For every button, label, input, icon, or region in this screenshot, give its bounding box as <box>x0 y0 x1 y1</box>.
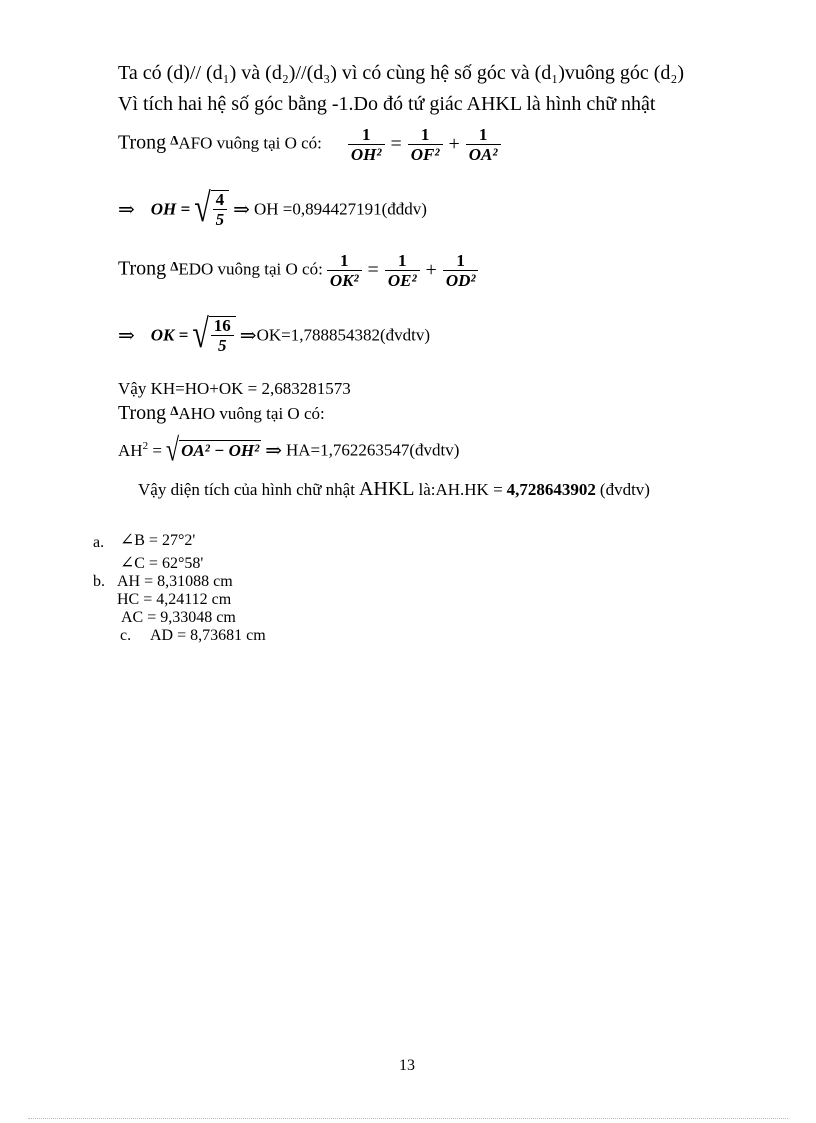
oh-lhs: OH = <box>150 199 191 219</box>
answer-ad: AD = 8,73681 cm <box>150 627 266 644</box>
angle-icon: ∠ <box>120 553 135 572</box>
triangle-icon: Δ <box>170 132 179 148</box>
oh-computation <box>118 186 427 231</box>
aho-trong: Trong <box>118 402 167 424</box>
afo-trong: Trong <box>118 131 167 154</box>
area-mid: là:AH.HK = <box>418 480 503 499</box>
implies-icon: ⇒ <box>118 198 135 221</box>
angle-icon: ∠ <box>120 530 135 549</box>
implies-icon: ⇒ <box>118 324 135 347</box>
edo-trong: Trong <box>118 257 167 280</box>
afo-frac-oa: $\frac{1}{\text{OA²}}$ <box>466 126 501 164</box>
ok-lhs: OK = <box>150 325 189 345</box>
intro-line-2: Vì tích hai hệ số góc bằng -1.Do đó tứ giác AHKL là hình chữ nhật <box>118 93 656 115</box>
answer-b-label: b. <box>93 573 105 590</box>
triangle-icon: Δ <box>170 258 179 274</box>
kh-line: Vậy KH=HO+OK = 2,683281573 <box>118 379 351 398</box>
implies-icon: ⇒ <box>239 324 257 347</box>
area-line <box>138 478 650 501</box>
edo-frac-od: $\frac{1}{\text{OD²}}$ <box>443 252 479 290</box>
edo-relation: Trong $^\Delta$EDO vuông tại O có: $\frac{1}{\text{OK²}}$ = $\frac{1}{\text{OE²}}$ + $\frac{1}{\text{OD²}}$ <box>118 252 478 290</box>
area-name: AHKL <box>358 478 415 500</box>
answer-ac: AC = 9,33048 cm <box>121 609 236 626</box>
implies-icon: ⇒ <box>265 440 282 462</box>
implies-icon: ⇒ <box>233 198 250 221</box>
area-unit: (đvdtv) <box>599 480 650 499</box>
ha-result: HA=1,762263547(đvdtv) <box>285 440 460 460</box>
afo-frac-oh: $\frac{1}{\text{OH²}}$ <box>348 126 385 164</box>
afo-relation: Trong $^\Delta$AFO vuông tại O có: $\frac{1}{\text{OH²}}$ = $\frac{1}{\text{OF²}}$ + $\frac{1}{\text{OA²}}$ <box>118 126 501 164</box>
triangle-icon: Δ <box>170 403 179 418</box>
answer-ah: AH = 8,31088 cm <box>117 573 233 590</box>
answer-hc: HC = 4,24112 cm <box>117 591 232 608</box>
ok-result: OK=1,788854382(đvdtv) <box>256 325 430 345</box>
ah-sqrt: √ OA² − OH² <box>165 432 260 469</box>
page-divider <box>28 1118 788 1119</box>
oh-result: OH =0,894427191(đđdv) <box>253 199 427 219</box>
aho-triangle-label: AHO vuông tại O có: <box>178 404 325 423</box>
aho-relation <box>118 402 325 425</box>
area-value: 4,728643902 <box>506 480 596 499</box>
afo-triangle-label: AFO vuông tại O có: <box>178 133 322 153</box>
intro-line-1: Ta có (d)// (d₁) và (d₂)//(d₃) vì có cùng hệ số góc và (d₁)vuông góc (d₂) <box>118 62 685 84</box>
ah-lhs: $AH^2$ = <box>118 440 162 460</box>
area-prefix: Vậy diện tích của hình chữ nhật <box>138 480 355 499</box>
answer-a-label: a. <box>93 534 105 551</box>
afo-frac-of: $\frac{1}{\text{OF²}}$ <box>408 126 443 164</box>
ok-computation <box>118 312 430 357</box>
answer-c-label: c. <box>120 627 132 644</box>
ok-sqrt: √ $\frac{16}{5}$ <box>192 316 235 355</box>
angle-c: ∠C = 62°58' <box>120 553 204 572</box>
ah-computation <box>118 432 460 469</box>
angle-b: ∠B = 27°2' <box>120 530 196 549</box>
page-number: 13 <box>399 1057 415 1074</box>
edo-triangle-label: EDO vuông tại O có: <box>178 259 323 279</box>
edo-frac-ok: $\frac{1}{\text{OK²}}$ <box>327 252 362 290</box>
edo-frac-oe: $\frac{1}{\text{OE²}}$ <box>385 252 420 290</box>
oh-sqrt: √ $\frac{4}{5}$ <box>194 190 229 229</box>
